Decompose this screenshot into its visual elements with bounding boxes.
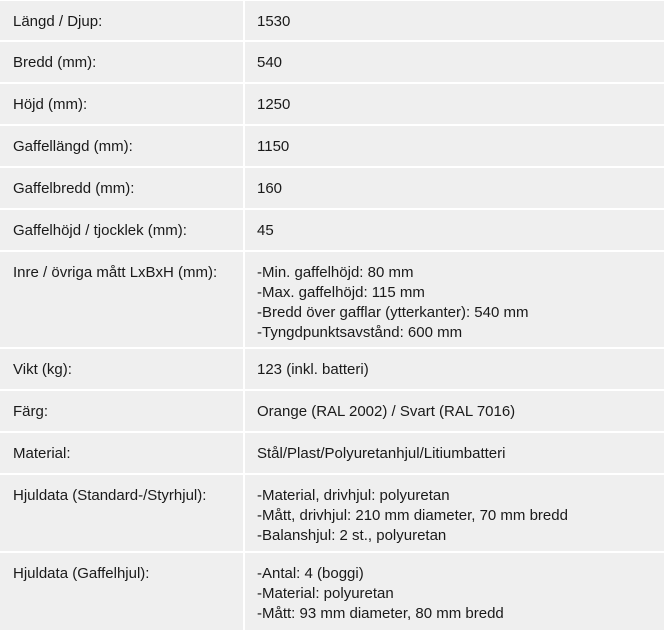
spec-value-line: -Material, drivhjul: polyuretan — [257, 487, 450, 504]
spec-value — [245, 126, 664, 166]
spec-label: Höjd (mm): — [0, 84, 245, 124]
spec-value — [245, 1, 664, 40]
spec-value-line: Stål/Plast/Polyuretanhjul/Litiumbatteri — [257, 445, 506, 462]
spec-label: Färg: — [0, 391, 245, 431]
spec-value-line: -Material: polyuretan — [257, 585, 394, 602]
spec-value — [245, 475, 664, 551]
spec-value-line: 45 — [257, 222, 274, 239]
spec-row-fork-width — [0, 168, 664, 210]
spec-value — [245, 349, 664, 389]
spec-value-line: 1250 — [257, 96, 291, 113]
spec-label: Gaffelhöjd / tjocklek (mm): — [0, 210, 245, 250]
spec-value-line: 1530 — [257, 13, 291, 30]
spec-value-line: -Bredd över gafflar (ytterkanter): 540 mm — [257, 304, 529, 321]
spec-row-height — [0, 84, 664, 126]
spec-row-fork-height — [0, 210, 664, 252]
spec-row-wheel-data-standard — [0, 475, 664, 553]
spec-value-line: -Tyngdpunktsavstånd: 600 mm — [257, 324, 463, 341]
spec-row-weight — [0, 349, 664, 391]
spec-label: Inre / övriga mått LxBxH (mm): — [0, 252, 245, 347]
spec-label: Hjuldata (Gaffelhjul): — [0, 553, 245, 630]
spec-value — [245, 84, 664, 124]
spec-value — [245, 210, 664, 250]
spec-label: Vikt (kg): — [0, 349, 245, 389]
spec-value-line: Orange (RAL 2002) / Svart (RAL 7016) — [257, 403, 516, 420]
spec-value — [245, 391, 664, 431]
spec-value-line: -Antal: 4 (boggi) — [257, 565, 364, 582]
spec-value-line: 540 — [257, 54, 283, 71]
spec-value — [245, 168, 664, 208]
spec-label: Gaffelbredd (mm): — [0, 168, 245, 208]
spec-row-fork-length — [0, 126, 664, 168]
spec-value — [245, 433, 664, 473]
spec-label: Gaffellängd (mm): — [0, 126, 245, 166]
spec-label: Bredd (mm): — [0, 42, 245, 82]
spec-row-wheel-data-fork — [0, 553, 664, 632]
spec-value — [245, 252, 664, 347]
spec-value-line: -Mått, drivhjul: 210 mm diameter, 70 mm bredd — [257, 507, 568, 524]
spec-value-line: 123 (inkl. batteri) — [257, 361, 369, 378]
spec-label: Längd / Djup: — [0, 1, 245, 40]
spec-label: Material: — [0, 433, 245, 473]
spec-row-width — [0, 42, 664, 84]
spec-row-material — [0, 433, 664, 475]
spec-value — [245, 42, 664, 82]
spec-value-line: 1150 — [257, 138, 290, 155]
spec-row-color — [0, 391, 664, 433]
spec-value-line: -Balanshjul: 2 st., polyuretan — [257, 527, 447, 544]
spec-value — [245, 553, 664, 630]
spec-value-line: -Max. gaffelhöjd: 115 mm — [257, 284, 425, 301]
spec-row-length — [0, 0, 664, 42]
spec-label: Hjuldata (Standard-/Styrhjul): — [0, 475, 245, 551]
spec-value-line: -Min. gaffelhöjd: 80 mm — [257, 264, 414, 281]
spec-row-inner-dimensions — [0, 252, 664, 349]
spec-value-line: -Mått: 93 mm diameter, 80 mm bredd — [257, 605, 504, 622]
spec-value-line: 160 — [257, 180, 283, 197]
